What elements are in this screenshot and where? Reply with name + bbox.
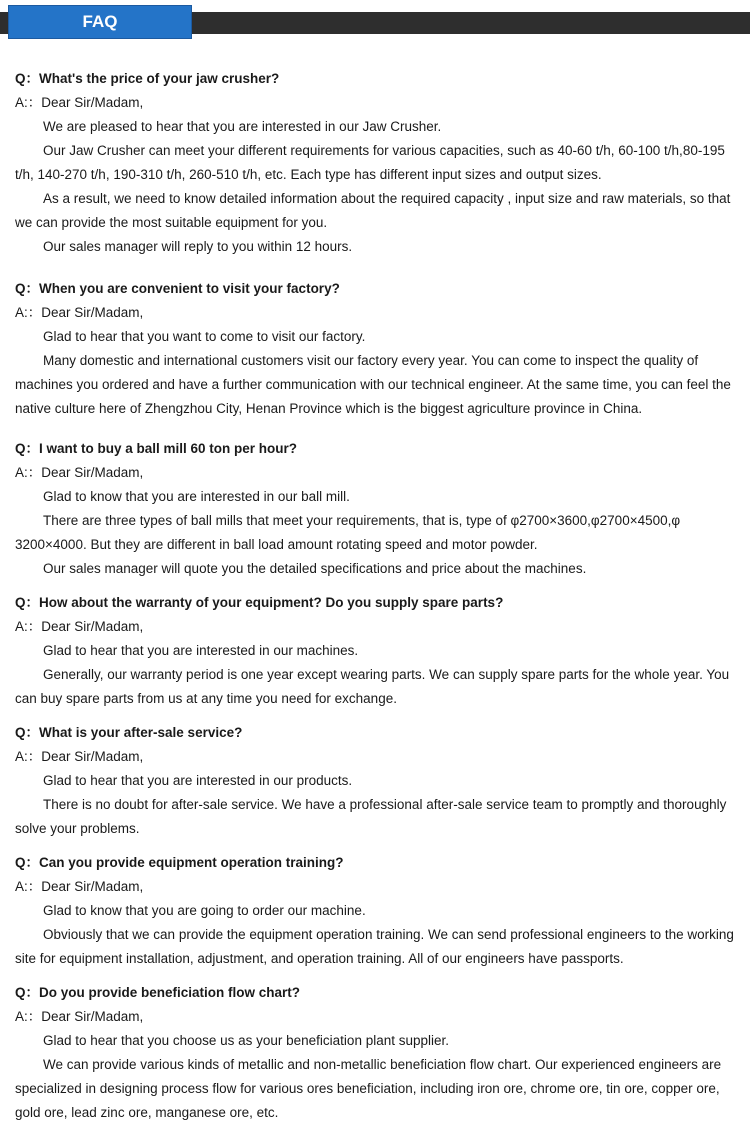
question-text: What is your after-sale service?	[39, 725, 243, 740]
faq-answer-greeting	[15, 1005, 735, 1029]
faq-question	[15, 721, 735, 745]
answer-paragraph: Glad to know that you are interested in our ball mill.	[43, 489, 350, 504]
greeting-text: Dear Sir/Madam,	[41, 879, 144, 894]
greeting-text: Dear Sir/Madam,	[41, 95, 144, 110]
faq-item	[15, 851, 735, 971]
faq-answer-greeting	[15, 91, 735, 115]
question-prefix: Q：	[15, 595, 40, 610]
faq-question	[15, 591, 735, 615]
answer-paragraph: We are pleased to hear that you are interested in our Jaw Crusher.	[43, 119, 442, 134]
answer-paragraph: There is no doubt for after-sale service. We have a professional after-sale service team to promptly and thoroughly solve your problems.	[15, 797, 727, 836]
question-text: When you are convenient to visit your factory?	[39, 281, 340, 296]
question-text: I want to buy a ball mill 60 ton per hour?	[39, 441, 298, 456]
question-text: Do you provide beneficiation flow chart?	[39, 985, 301, 1000]
faq-tab[interactable]: FAQ	[8, 5, 192, 39]
faq-question	[15, 851, 735, 875]
answer-paragraph: There are three types of ball mills that meet your requirements, that is, type of φ2700×3600,φ2700×4500,φ 3200×4000. But they are different in ball load amount rotating speed and motor powder.	[15, 513, 681, 552]
faq-item	[15, 437, 735, 581]
faq-answer-greeting	[15, 301, 735, 325]
greeting-text: Dear Sir/Madam,	[41, 1009, 144, 1024]
answer-paragraph: Obviously that we can provide the equipment operation training. We can send professional engineers to the working site for equipment installation, adjustment, and operation training. All of our engineers have passports.	[15, 927, 734, 966]
faq-question	[15, 437, 735, 461]
answer-prefix: A:：	[15, 749, 42, 764]
faq-question	[15, 277, 735, 301]
answer-paragraph: We can provide various kinds of metallic and non-metallic beneficiation flow chart. Our experienced engineers are specialized in designing process flow for various ores beneficiation, including iron ore, chrome ore, tin ore, copper ore, gold ore, lead zinc ore, manganese ore, etc.	[15, 1057, 722, 1120]
answer-paragraph: Generally, our warranty period is one year except wearing parts. We can supply spare parts for the whole year. You can buy spare parts from us at any time you need for exchange.	[15, 667, 730, 706]
answer-paragraph: Glad to hear that you want to come to visit our factory.	[43, 329, 366, 344]
greeting-text: Dear Sir/Madam,	[41, 305, 144, 320]
faq-list	[15, 67, 735, 1125]
answer-prefix: A:：	[15, 465, 42, 480]
answer-prefix: A:：	[15, 879, 42, 894]
faq-answer-greeting	[15, 615, 735, 639]
answer-paragraph: Glad to know that you are going to order our machine.	[43, 903, 366, 918]
answer-paragraph: Glad to hear that you are interested in our products.	[43, 773, 353, 788]
question-text: Can you provide equipment operation training?	[39, 855, 344, 870]
faq-item	[15, 981, 735, 1125]
question-prefix: Q：	[15, 855, 40, 870]
question-prefix: Q：	[15, 71, 40, 86]
faq-item	[15, 721, 735, 841]
question-prefix: Q：	[15, 725, 40, 740]
faq-item	[15, 277, 735, 421]
answer-prefix: A:：	[15, 95, 42, 110]
faq-question	[15, 981, 735, 1005]
answer-paragraph: Our Jaw Crusher can meet your different requirements for various capacities, such as 40-60 t/h, 60-100 t/h,80-195 t/h, 140-270 t/h, 190-310 t/h, 260-510 t/h, etc. Each type has different input sizes and output sizes.	[15, 143, 725, 182]
question-prefix: Q：	[15, 985, 40, 1000]
answer-paragraph: Glad to hear that you choose us as your beneficiation plant supplier.	[43, 1033, 450, 1048]
answer-paragraph: Our sales manager will reply to you within 12 hours.	[43, 239, 353, 254]
answer-paragraph: Our sales manager will quote you the detailed specifications and price about the machines.	[43, 561, 587, 576]
answer-paragraph: Many domestic and international customers visit our factory every year. You can come to inspect the quality of machines you ordered and have a further communication with our technical engineer. At the same time, you can feel the native culture here of Zhengzhou City, Henan Province which is the biggest agriculture province in China.	[15, 353, 731, 416]
question-text: What's the price of your jaw crusher?	[39, 71, 280, 86]
faq-answer-greeting	[15, 745, 735, 769]
faq-answer-greeting	[15, 875, 735, 899]
answer-paragraph: As a result, we need to know detailed information about the required capacity , input size and raw materials, so that we can provide the most suitable equipment for you.	[15, 191, 731, 230]
faq-item	[15, 67, 735, 259]
greeting-text: Dear Sir/Madam,	[41, 465, 144, 480]
answer-prefix: A:：	[15, 619, 42, 634]
greeting-text: Dear Sir/Madam,	[41, 749, 144, 764]
faq-header	[0, 0, 750, 40]
faq-item	[15, 591, 735, 711]
question-prefix: Q：	[15, 441, 40, 456]
faq-answer-greeting	[15, 461, 735, 485]
question-prefix: Q：	[15, 281, 40, 296]
faq-question	[15, 67, 735, 91]
greeting-text: Dear Sir/Madam,	[41, 619, 144, 634]
answer-prefix: A:：	[15, 305, 42, 320]
answer-prefix: A:：	[15, 1009, 42, 1024]
question-text: How about the warranty of your equipment? Do you supply spare parts?	[39, 595, 504, 610]
answer-paragraph: Glad to hear that you are interested in our machines.	[43, 643, 359, 658]
